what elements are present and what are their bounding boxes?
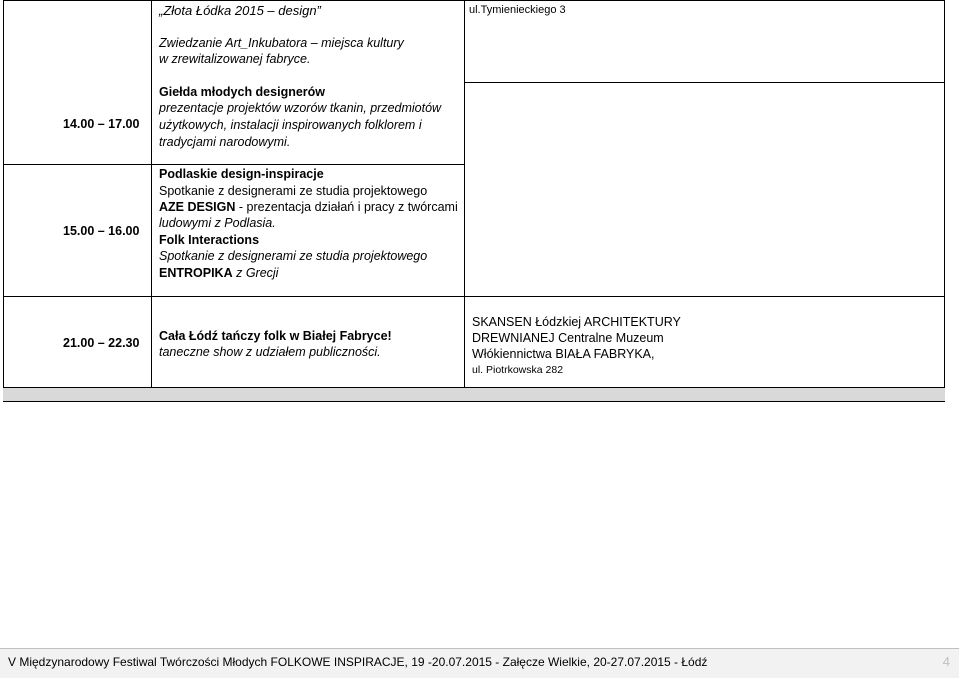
row2-title: Podlaskie design-inspiracje <box>159 167 324 181</box>
table-border-left <box>3 0 4 400</box>
row2-line2 <box>159 199 458 216</box>
row-divider-1 <box>3 164 465 165</box>
column-divider-time <box>151 0 152 387</box>
row-divider-2 <box>3 296 945 297</box>
table-border-right <box>944 0 945 400</box>
row2-line4: Folk Interactions <box>159 233 260 247</box>
row2-line1: Spotkanie z designerami ze studia projektowego <box>159 184 428 198</box>
event-title: „Złota Łódka 2015 – design” <box>159 3 321 18</box>
row0-line2: w zrewitalizowanej fabryce. <box>159 52 311 66</box>
address-top: ul.Tymienieckiego 3 <box>469 4 566 16</box>
row3-line1: taneczne show z udziałem publiczności. <box>159 345 381 359</box>
column-divider-venue <box>464 0 465 387</box>
venue-line2: DREWNIANEJ Centralne Muzeum <box>472 331 664 345</box>
row0-line1: Zwiedzanie Art_Inkubatora – miejsca kultury <box>159 36 404 50</box>
footer-text: V Międzynarodowy Festiwal Twórczości Młodych FOLKOWE INSPIRACJE, 19 -20.07.2015 - Załęcze Wielkie, 20-27.07.2015 - Łódź <box>8 655 708 669</box>
row2-line5: Spotkanie z designerami ze studia projektowego <box>159 249 428 263</box>
row2-line6 <box>159 265 278 282</box>
page-number: 4 <box>942 654 950 669</box>
time-slot: 15.00 – 16.00 <box>63 224 140 238</box>
venue-line1: SKANSEN Łódzkiej ARCHITEKTURY <box>472 315 681 329</box>
table-border-top <box>3 0 945 1</box>
row2-line2-rest: - prezentacja działań i pracy z twórcami <box>235 200 458 214</box>
row2-line6-rest: z Grecji <box>232 266 279 280</box>
row1-line3: tradycjami narodowymi. <box>159 135 291 149</box>
studio-name: AZE DESIGN <box>159 200 236 214</box>
row3-title: Cała Łódź tańczy folk w Białej Fabryce! <box>159 329 392 343</box>
row1-line1: prezentacje projektów wzorów tkanin, przedmiotów <box>159 101 442 115</box>
time-slot: 21.00 – 22.30 <box>63 336 140 350</box>
row1-title: Giełda młodych designerów <box>159 85 326 99</box>
venue-line3: Włókiennictwa BIAŁA FABRYKA, <box>472 347 655 361</box>
page-footer <box>0 648 959 678</box>
studio-name: ENTROPIKA <box>159 266 233 280</box>
row1-line2: użytkowych, instalacji inspirowanych folklorem i <box>159 118 422 132</box>
venue-address: ul. Piotrkowska 282 <box>472 364 564 376</box>
table-bottom-strip <box>3 387 945 402</box>
row-divider-venue-1 <box>464 82 945 83</box>
time-slot: 14.00 – 17.00 <box>63 117 140 131</box>
row2-line3: ludowymi z Podlasia. <box>159 216 276 230</box>
